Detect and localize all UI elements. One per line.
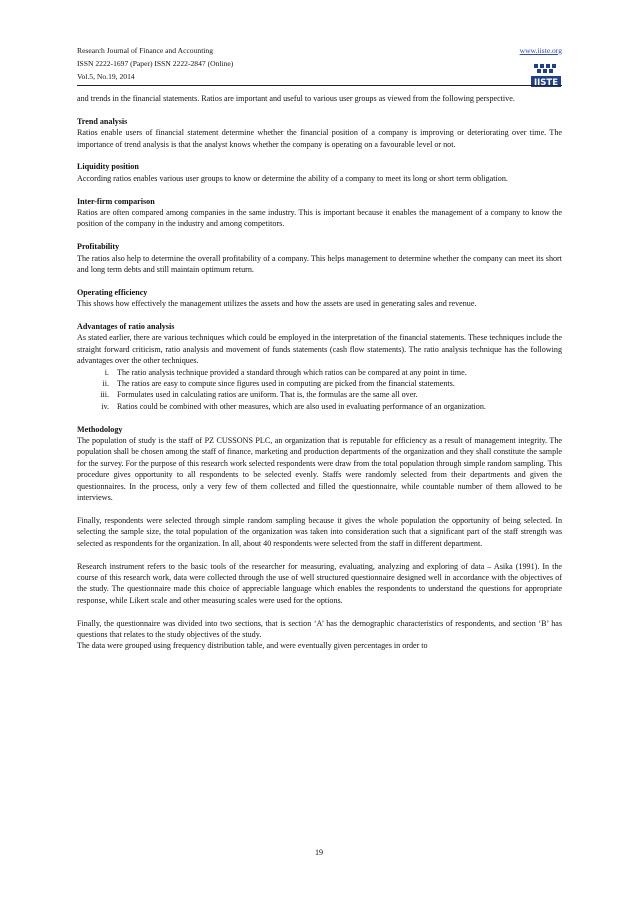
article-body <box>77 93 562 652</box>
section-body-operating: This shows how effectively the management utilizes the assets and how the assets are used in generating sales and revenue. <box>77 299 477 309</box>
methodology-paragraph-1: The population of study is the staff of PZ CUSSONS PLC, an organization that is reputable for efficiency as a result of management integrity. The population shall be chosen among the staff of finance, marketing and production departments of the organization and they shall constitute the sample for the survey. For the purpose of this research work selected respondents were draw from the total population through simple random sampling. This procedure gives opportunity to all respondents to be selected evenly. Staffs were randomly selected from their departments and given the questionnaires. In the process, only a very few of them collected and filled the questionnaire, while countable number of them allowed to be interviews. <box>77 436 562 503</box>
volume-line: Vol.5, No.19, 2014 <box>77 72 135 81</box>
section-heading-methodology: Methodology <box>77 424 123 434</box>
methodology-paragraph-3: Research instrument refers to the basic tools of the researcher for measuring, evaluating, analyzing and exploring of data – Asika (1991). In the course of this research work, data were collected through the use of well structured questionnaire designed well in accordance with the objectives of the study. The questionnaire made this choice of appreciable language which enables the respondents to understand the questions for appropriate response, while Likert scale and other measuring scales were used for the options. <box>77 561 562 605</box>
page-number: 19 <box>314 848 324 857</box>
list-item <box>77 367 562 378</box>
section-body-interfirm: Ratios are often compared among companies in the same industry. This is important because it enables the management of a company to know the position of the company in the industry and among competitors. <box>77 208 562 229</box>
section-heading-advantages: Advantages of ratio analysis <box>77 322 175 332</box>
section-heading-liquidity: Liquidity position <box>77 162 139 172</box>
list-item <box>77 401 562 412</box>
page-header <box>77 44 562 88</box>
svg-text:IISTE: IISTE <box>533 78 559 88</box>
list-item-number: i. <box>104 367 109 377</box>
list-item-text: The ratio analysis technique provided a standard through which ratios can be compared at any point in time. <box>117 367 467 377</box>
section-body-liquidity: According ratios enables various user groups to know or determine the ability of a company to meet its long or short term obligation. <box>77 173 508 183</box>
list-item-text: Ratios could be combined with other measures, which are also used in evaluating performance of an organization. <box>117 401 486 411</box>
section-heading-profitability: Profitability <box>77 242 120 252</box>
list-item-text: The ratios are easy to compute since figures used in computing are picked from the financial statements. <box>117 379 455 389</box>
section-heading-trend: Trend analysis <box>77 116 128 126</box>
list-item <box>77 389 562 400</box>
list-item-text: Formulates used in calculating ratios are uniform. That is, the formulas are the same all over. <box>117 390 418 400</box>
list-item-number: ii. <box>102 379 109 389</box>
section-body-advantages: As stated earlier, there are various techniques which could be employed in the interpretation of the financial statements. These techniques include the straight forward criticism, ratio analysis and movement of funds statements (cash flow statements). The ratio analysis technique has the following advantages over the other techniques. <box>77 333 562 366</box>
methodology-paragraph-2: Finally, respondents were selected through simple random sampling because it gives the whole population the opportunity of being selected. In selecting the sample size, the total population of the organization was taken into consideration such that a significant part of the staff strength was selected as respondents for the organization. In all, about 40 respondents were selected from the staff in different department. <box>77 515 562 548</box>
issn-line: ISSN 2222-1697 (Paper) ISSN 2222-2847 (Online) <box>77 59 234 68</box>
journal-link[interactable]: www.iiste.org <box>519 46 562 55</box>
section-body-trend: Ratios enable users of financial statement determine whether the financial position of a company is improving or deteriorating over time. The importance of trend analysis is that the analyst knows whether the company is operating on a favourable level or not. <box>77 128 562 149</box>
advantages-list <box>77 367 562 413</box>
list-item-number: iv. <box>101 401 109 411</box>
section-body-profitability: The ratios also help to determine the overall profitability of a company. This helps management to determine whether the company can meet its short and long term debts and still maintain optimum return. <box>77 253 562 275</box>
header-divider <box>77 85 562 86</box>
list-item-number: iii. <box>100 390 109 400</box>
journal-name: Research Journal of Finance and Accounting <box>77 46 214 55</box>
methodology-paragraph-5: The data were grouped using frequency distribution table, and were eventually given percentages in order to <box>77 641 428 651</box>
intro-paragraph: and trends in the financial statements. Ratios are important and useful to various user groups as viewed from the following perspective. <box>77 94 515 103</box>
section-heading-interfirm: Inter-firm comparison <box>77 196 155 206</box>
methodology-paragraph-4: Finally, the questionnaire was divided into two sections, that is section ‘A’ has the demographic characteristics of respondents, and section ‘B’ has questions that relates to the study objectives of the study. <box>77 618 562 639</box>
section-heading-operating: Operating efficiency <box>77 287 148 297</box>
list-item <box>77 378 562 389</box>
